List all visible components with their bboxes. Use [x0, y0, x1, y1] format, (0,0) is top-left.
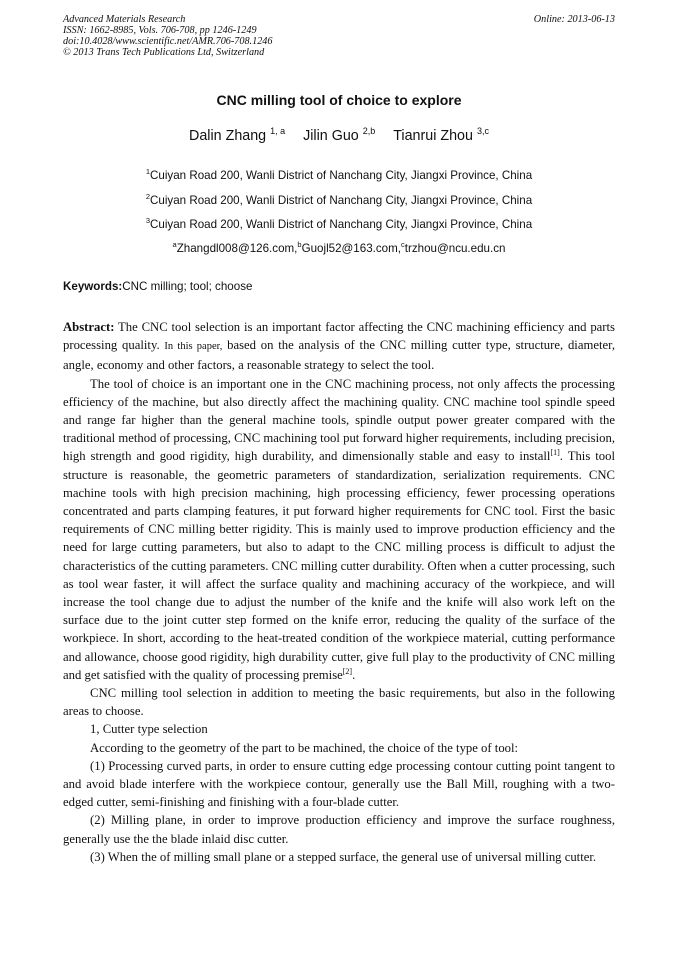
abstract-text: based on the analysis of the CNC milling cutter type, structure, diameter, angle, economy and other factors, a reasonable strategy to select the tool. [63, 338, 615, 373]
list-item: (2) Milling plane, in order to improve production efficiency and improve the surface roughness, generally use the the blade inlaid disc cutter. [63, 813, 615, 846]
journal-name: Advanced Materials Research [63, 14, 186, 25]
email-link[interactable]: trzhou@ncu.edu.cn [404, 242, 506, 255]
author-sup: 2,b [362, 126, 376, 136]
email-sup: c [401, 240, 405, 249]
citation-ref[interactable]: [1] [550, 448, 560, 458]
paragraph-text: . [352, 667, 356, 682]
author-sup: 3,c [476, 126, 489, 136]
paragraph: CNC milling tool selection in addition to meeting the basic requirements, but also in the following areas to choose. [63, 686, 615, 719]
author [189, 128, 285, 144]
paragraph [63, 375, 615, 684]
copyright-line: © 2013 Trans Tech Publications Ltd, Switzerland [63, 47, 265, 58]
list-item: (3) When the of milling small plane or a stepped surface, the general use of universal milling cutter. [90, 849, 597, 864]
keywords-label: Keywords: [63, 280, 123, 293]
keywords-text: CNC milling; tool; choose [122, 280, 253, 293]
abstract-paragraph [63, 318, 615, 375]
paper-title: CNC milling tool of choice to explore [216, 92, 462, 108]
list-item: (1) Processing curved parts, in order to ensure cutting edge processing contour cutting point tangent to and avoid blade interfere with the workpiece contour, generally use the Ball Mill, roughing with a two-edged cutter, semi-finishing and finishing with a four-blade cutter. [63, 758, 615, 810]
paragraph: According to the geometry of the part to be machined, the choice of the type of tool: [90, 740, 519, 755]
author-name: Jilin Guo [303, 128, 359, 144]
body-text [63, 318, 615, 866]
email-sup: b [297, 240, 302, 249]
keywords [63, 280, 252, 293]
affiliation-text: Cuiyan Road 200, Wanli District of Nanchang City, Jiangxi Province, China [150, 169, 533, 182]
email-link[interactable]: Guojl52@163.com, [301, 242, 401, 255]
affiliation [0, 194, 678, 207]
affiliation-text: Cuiyan Road 200, Wanli District of Nanchang City, Jiangxi Province, China [150, 194, 533, 207]
affiliation-sup: 2 [145, 192, 151, 201]
author-sup: 1, a [270, 126, 286, 136]
author-name: Tianrui Zhou [393, 128, 473, 144]
issn-line: ISSN: 1662-8985, Vols. 706-708, pp 1246-1249 [63, 25, 257, 36]
journal-header [63, 14, 615, 58]
abstract-small-text: In this paper, [164, 341, 223, 353]
affiliation-text: Cuiyan Road 200, Wanli District of Nanchang City, Jiangxi Province, China [150, 218, 533, 231]
paragraph-text: The tool of choice is an important one in the CNC machining process, not only affects the processing efficiency of the machine, but also directly affect the machining quality. CNC machine tool spindle speed and range far higher than the general machine tools, spindle output power greater compared with the traditional method of processing, CNC machining tool put forward higher requirements, including precision, high strength and good rigidity, high durability, and dimensionally stable and easy to install [63, 376, 615, 464]
email-sup: a [172, 240, 177, 249]
paragraph-text: . This tool structure is reasonable, the geometric parameters of standardization, serialization requirements. CNC machine tools with high precision machining, high processing efficiency, fewer processing operations concentrated and parts clamping features, it put forward higher requirements for CNC tool. First the basic requirements of CNC milling better rigidity. This is mainly used to improve production efficiency and the need for large cutting parameters, but also to adapt to the CNC milling process is difficult to adjust the characteristics of the cutting parameters. CNC milling cutter durability. Often when a cutter processing, such as tool wear faster, it will affect the surface quality and machining accuracy of the workpiece, and will increase the tool change due to adjust the number of the knife and the knife will also work left on the surface due to the joint cutter step formed on the knife error, reducing the quality of the surface of the workpiece. In short, according to the heat-treated condition of the workpiece material, cutting performance and allowance, choose good rigidity, high durability cutter, give full play to the productivity of CNC milling and get satisfied with the quality of processing premise [63, 449, 615, 682]
author [393, 128, 489, 144]
affiliation-sup: 3 [145, 216, 151, 225]
email-link[interactable]: Zhangdl008@126.com, [176, 242, 298, 255]
affiliation [0, 218, 678, 231]
author [303, 128, 375, 144]
author-list [0, 128, 678, 144]
affiliation [0, 169, 678, 182]
email-list [0, 242, 678, 255]
abstract-text: The CNC tool selection is an important factor affecting the CNC machining efficiency and parts processing quality. [63, 320, 615, 353]
author-name: Dalin Zhang [189, 128, 267, 144]
citation-ref[interactable]: [2] [342, 666, 353, 676]
section-heading: 1, Cutter type selection [90, 722, 208, 737]
doi-line: doi:10.4028/www.scientific.net/AMR.706-708.1246 [63, 36, 273, 47]
online-date: Online: 2013-06-13 [533, 14, 615, 25]
affiliation-sup: 1 [145, 167, 151, 176]
abstract-label: Abstract: [63, 320, 115, 334]
